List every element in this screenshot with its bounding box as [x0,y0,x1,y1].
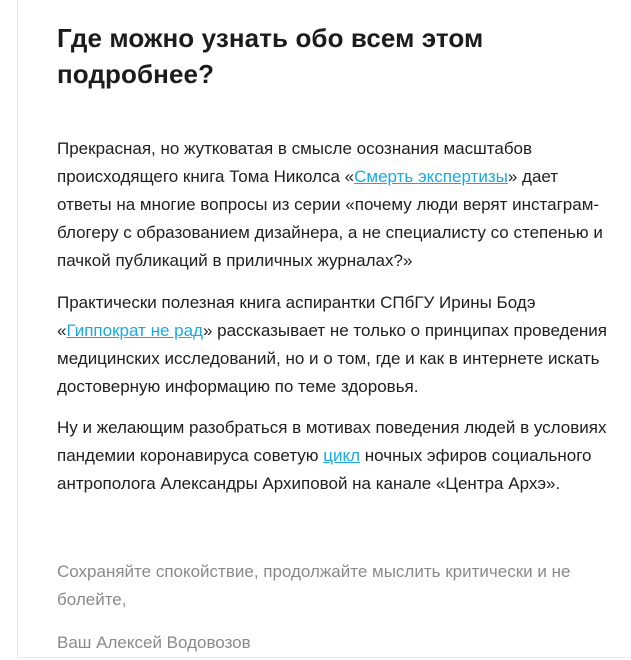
link-hippocrates-not-glad[interactable]: Гиппократ не рад [66,321,203,340]
paragraph-text: ночных эфиров социального антрополога Александры Архиповой на канале «Центра Архэ». [57,446,592,493]
link-death-of-expertise[interactable]: Смерть экспертизы [354,167,508,186]
paragraph-text: Практически полезная книга аспирантки СПбГУ Ирины Бодэ « [57,293,536,340]
paragraph-bode-book [57,289,617,401]
section-heading: Где можно узнать обо всем этом подробнее? [57,23,484,89]
paragraph-arkhipova-streams [57,414,617,498]
signature-closing: Сохраняйте спокойствие, продолжайте мыслить критически и не болейте, [57,562,571,609]
paragraph-text: Прекрасная, но жутковатая в смысле осознания масштабов происходящего книга Тома Николса « [57,139,533,186]
bottom-divider [17,657,631,658]
article-content [57,0,617,657]
signature-author: Ваш Алексей Водовозов [57,633,251,652]
paragraph-nichols-book [57,135,617,275]
link-stream-series[interactable]: цикл [323,446,361,465]
paragraph-text: » дает ответы на многие вопросы из серии «почему люди верят инстаграм-блогеру с образованием дизайнера, а не специалисту со степенью и пачкой публикаций в приличных журналах?» [57,167,603,270]
paragraph-text: » рассказывает не только о принципах проведения медицинских исследований, но и о том, где и как в интернете искать достоверную информацию по теме здоровья. [57,321,608,396]
left-border [17,0,18,660]
paragraph-text: Ну и желающим разобраться в мотивах поведения людей в условиях пандемии коронавируса советую [57,418,607,465]
